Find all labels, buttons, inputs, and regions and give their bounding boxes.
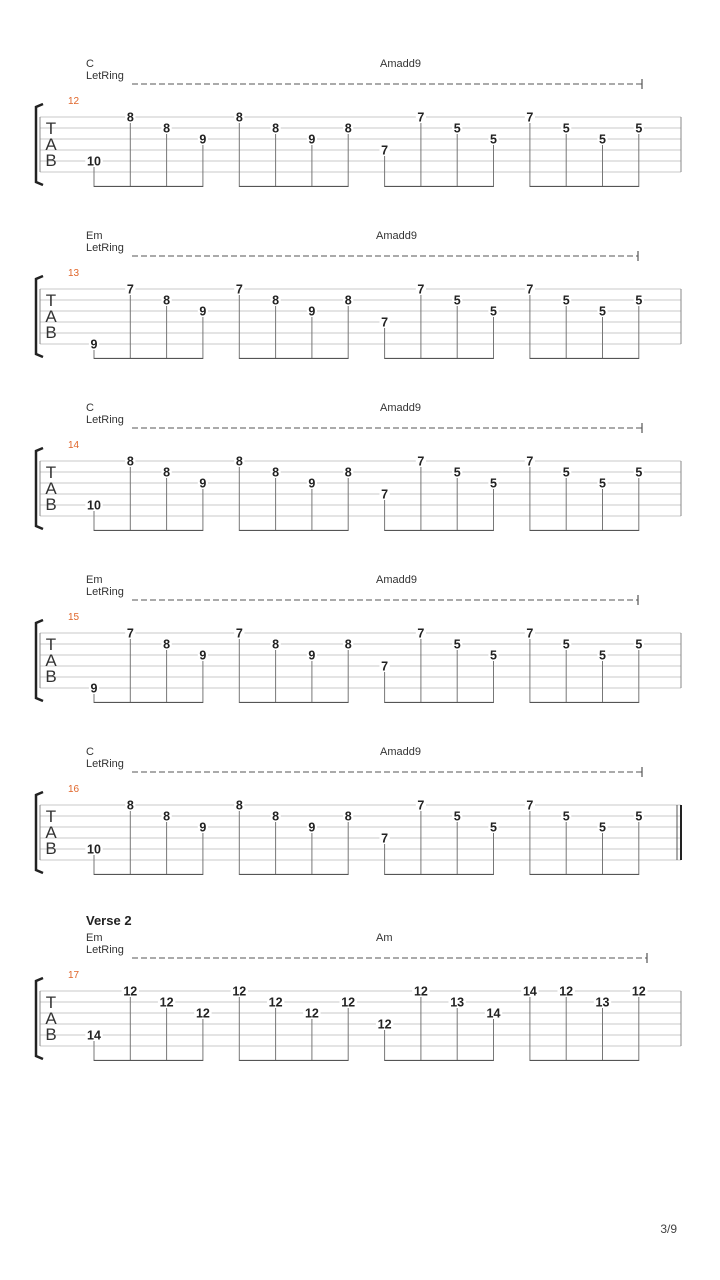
fret-number: 9 (199, 648, 207, 663)
fret-number: 12 (631, 984, 646, 999)
fret-number: 12 (268, 995, 283, 1010)
tab-staff (0, 411, 720, 531)
chord-name: Am (376, 932, 393, 944)
fret-number: 9 (308, 648, 316, 663)
fret-number: 12 (304, 1006, 319, 1021)
tab-clef-letter: A (45, 479, 57, 498)
fret-number: 5 (562, 637, 570, 652)
let-ring-label: LetRing (86, 242, 124, 254)
measure-number: 16 (68, 784, 80, 795)
fret-number: 8 (344, 809, 352, 824)
chord-name: Amadd9 (380, 402, 421, 414)
fret-number: 7 (417, 798, 425, 813)
tab-clef-letter: T (45, 993, 57, 1012)
fret-number: 5 (635, 121, 643, 136)
chord-name: Amadd9 (376, 230, 417, 242)
fret-number: 7 (126, 626, 134, 641)
chord-name: Amadd9 (380, 746, 421, 758)
fret-number: 8 (126, 454, 134, 469)
fret-number: 9 (199, 476, 207, 491)
fret-number: 10 (87, 498, 101, 513)
fret-number: 5 (490, 132, 497, 147)
let-ring-label: LetRing (86, 944, 124, 956)
fret-number: 7 (235, 626, 243, 641)
let-ring-label: LetRing (86, 70, 124, 82)
fret-number: 7 (381, 487, 389, 502)
fret-number: 7 (381, 831, 389, 846)
fret-number: 8 (126, 110, 134, 125)
tab-clef-letter: A (45, 1009, 57, 1028)
fret-number: 7 (417, 626, 425, 641)
fret-number: 7 (417, 110, 425, 125)
fret-number: 7 (526, 798, 534, 813)
fret-number: 12 (159, 995, 174, 1010)
fret-number: 5 (562, 809, 570, 824)
fret-number: 8 (344, 637, 352, 652)
fret-number: 5 (599, 476, 606, 491)
fret-number: 5 (635, 637, 643, 652)
tab-staff (0, 67, 720, 187)
fret-number: 14 (87, 1028, 101, 1043)
tab-clef-letter: T (45, 807, 57, 826)
fret-number: 9 (308, 132, 316, 147)
fret-number: 9 (199, 820, 207, 835)
fret-number: 8 (235, 110, 243, 125)
fret-number: 5 (490, 304, 497, 319)
fret-number: 10 (87, 154, 101, 169)
measure-number: 13 (68, 268, 80, 279)
fret-number: 5 (562, 121, 570, 136)
fret-number: 8 (235, 454, 243, 469)
fret-number: 5 (453, 121, 461, 136)
fret-number: 8 (163, 465, 171, 480)
fret-number: 12 (195, 1006, 210, 1021)
fret-number: 8 (235, 798, 243, 813)
chord-name: C (86, 58, 94, 70)
tab-staff (0, 583, 720, 703)
fret-number: 7 (381, 143, 389, 158)
fret-number: 9 (308, 476, 316, 491)
measure-number: 15 (68, 612, 80, 623)
tab-staff (0, 239, 720, 359)
fret-number: 5 (453, 637, 461, 652)
let-ring-label: LetRing (86, 758, 124, 770)
fret-number: 8 (163, 637, 171, 652)
tab-staff (0, 755, 720, 875)
tab-clef-letter: A (45, 307, 57, 326)
fret-number: 5 (599, 132, 606, 147)
tab-clef-letter: B (45, 667, 57, 686)
fret-number: 7 (526, 626, 534, 641)
fret-number: 8 (344, 293, 352, 308)
fret-number: 12 (341, 995, 356, 1010)
let-ring-label: LetRing (86, 586, 124, 598)
fret-number: 14 (486, 1006, 501, 1021)
fret-number: 5 (562, 465, 570, 480)
fret-number: 7 (526, 282, 534, 297)
tab-clef-letter: A (45, 823, 57, 842)
measure-number: 14 (68, 440, 80, 451)
fret-number: 5 (635, 465, 643, 480)
fret-number: 7 (381, 315, 389, 330)
fret-number: 5 (635, 809, 643, 824)
chord-name: C (86, 746, 94, 758)
fret-number: 7 (417, 282, 425, 297)
fret-number: 5 (599, 820, 606, 835)
measure-number: 12 (68, 96, 80, 107)
fret-number: 9 (199, 132, 207, 147)
fret-number: 8 (163, 121, 171, 136)
fret-number: 13 (450, 995, 465, 1010)
fret-number: 10 (87, 842, 101, 857)
fret-number: 7 (417, 454, 425, 469)
fret-number: 5 (490, 648, 497, 663)
fret-number: 8 (344, 121, 352, 136)
fret-number: 5 (562, 293, 570, 308)
fret-number: 9 (90, 681, 98, 696)
fret-number: 12 (232, 984, 247, 999)
tab-clef-letter: T (45, 635, 57, 654)
fret-number: 7 (126, 282, 134, 297)
chord-name: Em (86, 932, 103, 944)
fret-number: 8 (272, 121, 280, 136)
section-label: Verse 2 (86, 913, 132, 928)
chord-name: Amadd9 (380, 58, 421, 70)
fret-number: 9 (308, 304, 316, 319)
fret-number: 8 (163, 293, 171, 308)
fret-number: 9 (308, 820, 316, 835)
fret-number: 14 (522, 984, 537, 999)
fret-number: 8 (272, 293, 280, 308)
measure-number: 17 (68, 970, 80, 981)
fret-number: 8 (126, 798, 134, 813)
tab-staff (0, 941, 720, 1061)
fret-number: 5 (490, 820, 497, 835)
fret-number: 13 (595, 995, 610, 1010)
fret-number: 8 (272, 637, 280, 652)
fret-number: 7 (381, 659, 389, 674)
chord-name: Em (86, 230, 103, 242)
tab-clef-letter: B (45, 151, 57, 170)
fret-number: 8 (163, 809, 171, 824)
fret-number: 5 (453, 809, 461, 824)
tab-clef-letter: B (45, 495, 57, 514)
let-ring-label: LetRing (86, 414, 124, 426)
tab-clef-letter: T (45, 463, 57, 482)
fret-number: 5 (635, 293, 643, 308)
tab-clef-letter: A (45, 135, 57, 154)
tab-clef-letter: B (45, 323, 57, 342)
tab-clef-letter: T (45, 291, 57, 310)
chord-name: Em (86, 574, 103, 586)
fret-number: 8 (272, 465, 280, 480)
fret-number: 7 (235, 282, 243, 297)
chord-name: Amadd9 (376, 574, 417, 586)
fret-number: 5 (453, 465, 461, 480)
fret-number: 12 (377, 1017, 392, 1032)
fret-number: 12 (413, 984, 428, 999)
fret-number: 9 (90, 337, 98, 352)
fret-number: 12 (559, 984, 574, 999)
fret-number: 8 (272, 809, 280, 824)
fret-number: 8 (344, 465, 352, 480)
fret-number: 5 (599, 304, 606, 319)
page-number: 3/9 (660, 1222, 677, 1236)
fret-number: 5 (490, 476, 497, 491)
fret-number: 7 (526, 110, 534, 125)
chord-name: C (86, 402, 94, 414)
tab-clef-letter: B (45, 839, 57, 858)
tab-clef-letter: T (45, 119, 57, 138)
tab-clef-letter: B (45, 1025, 57, 1044)
tab-clef-letter: A (45, 651, 57, 670)
fret-number: 7 (526, 454, 534, 469)
fret-number: 9 (199, 304, 207, 319)
fret-number: 5 (453, 293, 461, 308)
fret-number: 12 (123, 984, 138, 999)
fret-number: 5 (599, 648, 606, 663)
